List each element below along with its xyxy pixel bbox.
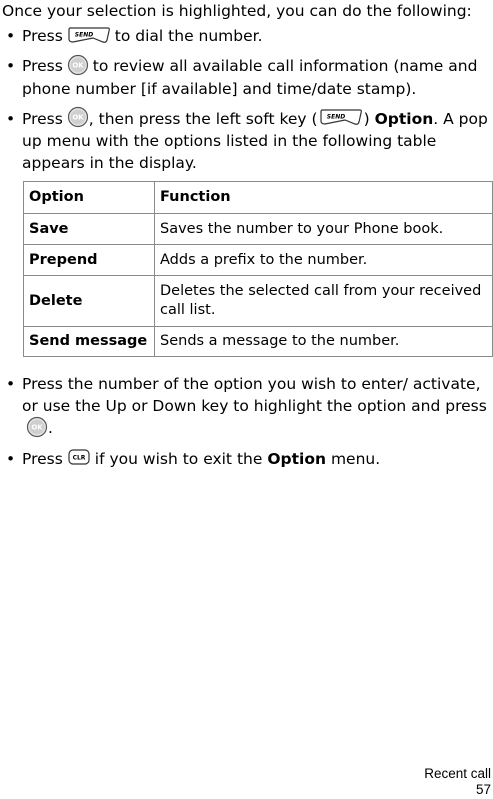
bullet-text: , then press the left soft key (	[88, 109, 318, 128]
bullet-option	[0, 108, 493, 175]
bullet-select-option	[0, 373, 493, 440]
send-key-icon	[319, 107, 363, 127]
bullet-text: )	[363, 109, 370, 128]
table-cell-option: Save	[24, 214, 155, 245]
bullet-text: Press	[22, 57, 63, 75]
clr-key-label: CLR	[72, 454, 86, 462]
page-number: 57	[475, 782, 491, 797]
bullet-text: if you wish to exit the	[94, 449, 263, 468]
table-header-function: Function	[155, 182, 493, 214]
table-row	[24, 245, 493, 276]
bullet-dial	[0, 25, 493, 47]
table-cell-option: Delete	[24, 276, 155, 327]
ok-key-icon	[67, 54, 89, 76]
send-key-label: SEND	[326, 113, 345, 121]
table-cell-function: Deletes the selected call from your received call list.	[155, 276, 493, 327]
page-footer	[424, 766, 491, 798]
bullet-list-2	[0, 373, 493, 478]
bullet-text: to dial the number.	[114, 27, 263, 45]
bullet-review	[0, 55, 493, 100]
option-keyword: Option	[267, 449, 327, 468]
bullet-text: .	[48, 419, 53, 437]
table-header-option: Option	[24, 182, 155, 214]
bullet-dot: •	[6, 449, 16, 468]
ok-key-label: OK	[72, 113, 84, 122]
options-table	[23, 181, 493, 357]
table-row	[24, 327, 493, 357]
table-cell-function: Saves the number to your Phone book.	[155, 214, 493, 245]
bullet-exit	[0, 448, 493, 470]
bullet-text: Press	[22, 449, 63, 468]
table-row	[24, 214, 493, 245]
table-cell-option: Send message	[24, 327, 155, 357]
send-key-icon	[67, 25, 111, 45]
section-name: Recent call	[424, 766, 491, 781]
ok-key-label: OK	[31, 423, 43, 431]
option-keyword: Option	[374, 109, 434, 128]
bullet-text: Press	[22, 109, 63, 128]
table-cell-function: Adds a prefix to the number.	[155, 245, 493, 276]
bullet-dot: •	[6, 109, 16, 128]
table-cell-option: Prepend	[24, 245, 155, 276]
bullet-dot: •	[6, 57, 16, 75]
intro-text: Once your selection is highlighted, you can do the following:	[2, 2, 472, 20]
bullet-text: Press	[22, 27, 63, 45]
table-row	[24, 276, 493, 327]
bullet-list	[0, 25, 493, 182]
ok-key-icon	[67, 106, 89, 128]
table-cell-function: Sends a message to the number.	[155, 327, 493, 357]
bullet-text: menu.	[330, 449, 381, 468]
ok-key-icon	[26, 416, 48, 438]
bullet-text: Press the number of the option you wish to enter/ activate, or use the Up or Down key to highlight the option and press	[22, 375, 487, 415]
bullet-text: to review all available call information (name and phone number [if available] and time/date stamp).	[22, 57, 478, 98]
bullet-dot: •	[6, 27, 16, 45]
bullet-dot: •	[6, 375, 16, 393]
bullet-text: . A pop up menu with the options listed in the following table appears in the display.	[22, 109, 488, 172]
send-key-label: SEND	[74, 31, 94, 38]
clr-key-icon	[67, 447, 91, 467]
ok-key-label: OK	[72, 61, 84, 69]
table-header-row	[24, 182, 493, 214]
